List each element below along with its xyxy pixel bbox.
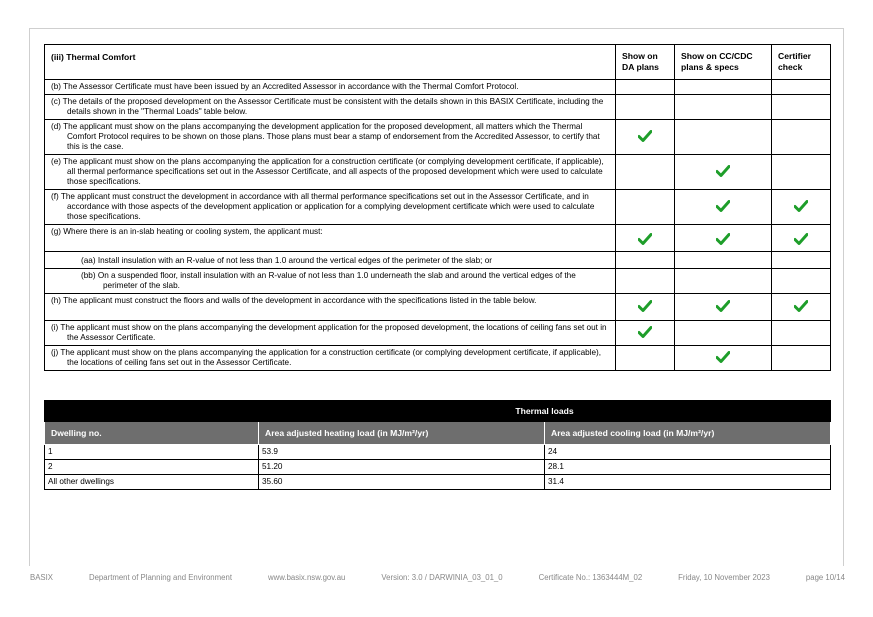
requirement-g-bb: (bb) On a suspended floor, install insulation with an R-value of not less than 1.0 underneath the slab and around the vertical edges of the perimeter of the slab. — [45, 269, 616, 294]
heating-cell: 53.9 — [259, 445, 545, 460]
footer-basix: BASIX — [30, 573, 53, 582]
table-row — [45, 80, 831, 95]
table-row — [45, 120, 831, 155]
da-cell — [616, 80, 675, 95]
dwelling-cell: All other dwellings — [45, 475, 259, 490]
cc-cell — [675, 155, 772, 190]
cooling-cell: 28.1 — [545, 460, 831, 475]
certifier-cell — [772, 321, 831, 346]
da-cell — [616, 225, 675, 252]
table-header-row — [45, 45, 831, 80]
check-icon — [794, 300, 808, 312]
table-row — [45, 321, 831, 346]
table-row — [45, 95, 831, 120]
certifier-cell — [772, 225, 831, 252]
cc-cell — [675, 252, 772, 269]
cc-cell — [675, 225, 772, 252]
da-cell — [616, 321, 675, 346]
loads-title-row — [45, 401, 831, 422]
certifier-cell — [772, 80, 831, 95]
certifier-cell — [772, 95, 831, 120]
footer-website: www.basix.nsw.gov.au — [267, 573, 346, 582]
da-cell — [616, 120, 675, 155]
cc-cell — [675, 190, 772, 225]
footer-department: Department of Planning and Environment — [88, 573, 232, 582]
dwelling-cell: 2 — [45, 460, 259, 475]
table-row — [45, 346, 831, 371]
requirement-i: (i) The applicant must show on the plans accompanying the development application for the proposed development, the locations of ceiling fans set out in the Assessor Certificate. — [45, 321, 616, 346]
footer-certificate: Certificate No.: 1363444M_02 — [538, 573, 643, 582]
check-icon — [716, 300, 730, 312]
table-row — [45, 445, 831, 460]
page-footer — [30, 573, 845, 582]
thermal-comfort-table — [44, 44, 831, 371]
table-row — [45, 475, 831, 490]
requirement-j: (j) The applicant must show on the plans accompanying the application for a construction certificate (or complying development certificate, if applicable), the locations of ceiling fans set out in the Assessor Certificate. — [45, 346, 616, 371]
check-icon — [794, 200, 808, 212]
table-row — [45, 225, 831, 252]
table-row — [45, 155, 831, 190]
thermal-loads-table — [44, 400, 831, 490]
cc-cell — [675, 120, 772, 155]
certifier-cell — [772, 294, 831, 321]
check-icon — [638, 326, 652, 338]
check-icon — [794, 233, 808, 245]
footer-page: page 10/14 — [805, 573, 845, 582]
requirement-h: (h) The applicant must construct the floors and walls of the development in accordance with the specifications listed in the table below. — [45, 294, 616, 321]
section-heading: (iii) Thermal Comfort — [45, 45, 616, 80]
table-row — [45, 294, 831, 321]
certifier-cell — [772, 155, 831, 190]
certifier-cell — [772, 346, 831, 371]
requirement-e: (e) The applicant must show on the plans accompanying the application for a construction certificate (or complying development certificate, if applicable), all thermal performance specifications set out in the Assessor Certificate, and all aspects of the proposed development which were used to calculate those specifications. — [45, 155, 616, 190]
cooling-cell: 31.4 — [545, 475, 831, 490]
requirement-d: (d) The applicant must show on the plans accompanying the development application for the proposed development, all matters which the Thermal Comfort Protocol requires to be shown on those plans. Those plans must bear a stamp of endorsement from the Accredited Assessor, to certify that this is the case. — [45, 120, 616, 155]
requirement-c: (c) The details of the proposed development on the Assessor Certificate must be consistent with the details shown in this BASIX Certificate, including the details shown in the "Thermal Loads" table below. — [45, 95, 616, 120]
cc-cell — [675, 269, 772, 294]
check-icon — [716, 200, 730, 212]
requirement-f: (f) The applicant must construct the development in accordance with all thermal performance specifications set out in the Assessor Certificate, and in accordance with those aspects of the development application or application for a complying development certificate which were used to calculate those specifications. — [45, 190, 616, 225]
loads-title: Thermal loads — [259, 401, 831, 422]
da-cell — [616, 190, 675, 225]
check-icon — [716, 233, 730, 245]
heating-cell: 35.60 — [259, 475, 545, 490]
da-cell — [616, 294, 675, 321]
table-row — [45, 269, 831, 294]
da-cell — [616, 269, 675, 294]
check-icon — [638, 300, 652, 312]
cooling-cell: 24 — [545, 445, 831, 460]
col-header-heating: Area adjusted heating load (in MJ/m²/yr) — [259, 422, 545, 445]
certifier-cell — [772, 252, 831, 269]
table-row — [45, 252, 831, 269]
da-cell — [616, 155, 675, 190]
col-header-da: Show on DA plans — [616, 45, 675, 80]
footer-version: Version: 3.0 / DARWINIA_03_01_0 — [381, 573, 503, 582]
cc-cell — [675, 321, 772, 346]
cc-cell — [675, 294, 772, 321]
col-header-dwelling: Dwelling no. — [45, 422, 259, 445]
da-cell — [616, 346, 675, 371]
requirement-g: (g) Where there is an in-slab heating or cooling system, the applicant must: — [45, 225, 616, 252]
cc-cell — [675, 80, 772, 95]
da-cell — [616, 95, 675, 120]
certifier-cell — [772, 269, 831, 294]
requirement-b: (b) The Assessor Certificate must have been issued by an Accredited Assessor in accordance with the Thermal Comfort Protocol. — [45, 80, 616, 95]
table-row — [45, 460, 831, 475]
check-icon — [638, 233, 652, 245]
footer-date: Friday, 10 November 2023 — [678, 573, 770, 582]
heating-cell: 51.20 — [259, 460, 545, 475]
loads-header-row — [45, 422, 831, 445]
cc-cell — [675, 95, 772, 120]
da-cell — [616, 252, 675, 269]
check-icon — [716, 351, 730, 363]
col-header-certifier: Certifier check — [772, 45, 831, 80]
table-row — [45, 190, 831, 225]
col-header-cooling: Area adjusted cooling load (in MJ/m²/yr) — [545, 422, 831, 445]
cc-cell — [675, 346, 772, 371]
check-icon — [638, 130, 652, 142]
dwelling-cell: 1 — [45, 445, 259, 460]
certifier-cell — [772, 190, 831, 225]
check-icon — [716, 165, 730, 177]
loads-title-blank — [45, 401, 259, 422]
col-header-cc: Show on CC/CDC plans & specs — [675, 45, 772, 80]
requirement-g-aa: (aa) Install insulation with an R-value of not less than 1.0 around the vertical edges of the perimeter of the slab; or — [45, 252, 616, 269]
certifier-cell — [772, 120, 831, 155]
